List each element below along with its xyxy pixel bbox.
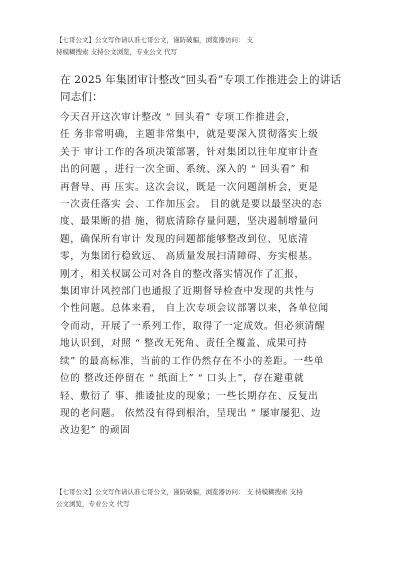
text-line: 个性问题。总体来看， 自上次专项会议部署以来，各单位闻 [60, 303, 329, 315]
text-line: 度、最果断的措 施，彻底清除存量问题，坚决遏制增量问 [60, 216, 319, 228]
text-line: 现的老问题。 依然没有得到根治，呈现出 “ 屡审屡犯、边 [60, 407, 322, 419]
text-line: 刚才，相关权属公司对各自的整改落实情况作了汇报， [60, 268, 305, 280]
header-line: 持模糊搜索 支持公文浏览，专业公文 代写 [56, 48, 178, 56]
text-line: 再督导、再 压实。这次会议，既是一次问题剖析会，更是 [60, 181, 319, 193]
page-footer-note [56, 486, 376, 510]
text-line: 任 务非常明确，主题非常集中，就是要深入贯彻落实上级 [60, 129, 319, 141]
header-line: 【七哥公文】公文写作请认准七哥公文，谨防破骗，浏览器访问： 支 [56, 36, 254, 44]
text-line: 零，为集团行稳致远、 高质量发展扫清障碍、夯实根基。 [60, 251, 319, 263]
paragraph [60, 109, 360, 266]
footer-line: 公文浏览，专业公文 代写 [56, 500, 130, 508]
text-line: 令而动，开展了一系列工作，取得了一定成效。但必须清醒 [60, 320, 326, 332]
text-line: 改边犯” 的顽固 [60, 425, 131, 437]
text-line: 题，确保所有审计 发现的问题都能够整改到位、见底清 [60, 233, 309, 245]
footer-line: 【七哥公文】公文写作请认准七哥公文，谨防破骗，浏览器访问： 支 持模糊搜索 支持 [56, 488, 303, 496]
speech-title [60, 72, 360, 106]
text-line: 轻、敷衍了 事、推诿扯皮的现象；一些长期存在、反复出 [60, 390, 319, 402]
text-line: 今天召开这次审计整改 “ 回头看” 专项工作推进会， [60, 112, 297, 123]
text-line: 地认识到，对照 “ 整改无死角、责任全覆盖、成果可持 [60, 338, 308, 350]
text-line: 一次责任落实 会、工作加压会。 目的就是要以最坚决的态 [60, 199, 323, 211]
text-line: 集团审计风控部门也通报了近期督导检查中发现的共性与 [60, 286, 315, 298]
paragraph [60, 266, 360, 440]
text-line: 续” 的最高标准，当前的工作仍然存在不小的差距。一些单 [60, 355, 324, 367]
page-header-note [56, 34, 376, 58]
text-line: 位的 整改还停留在 “ 纸面上” “ 口头上”，存在避重就 [60, 373, 305, 385]
document-body [60, 109, 360, 440]
text-line: 出的问题 ，进行一次全面、系统、深入的 “ 回头看” 和 [60, 164, 310, 176]
salutation: 同志们： [60, 91, 103, 103]
title-line: 在 2025 年集团审计整改“回头看”专项工作推进会上的讲话 [60, 74, 342, 86]
text-line: 关于 审计工作的各项决策部署，针对集团以往年度审计查 [60, 146, 319, 158]
